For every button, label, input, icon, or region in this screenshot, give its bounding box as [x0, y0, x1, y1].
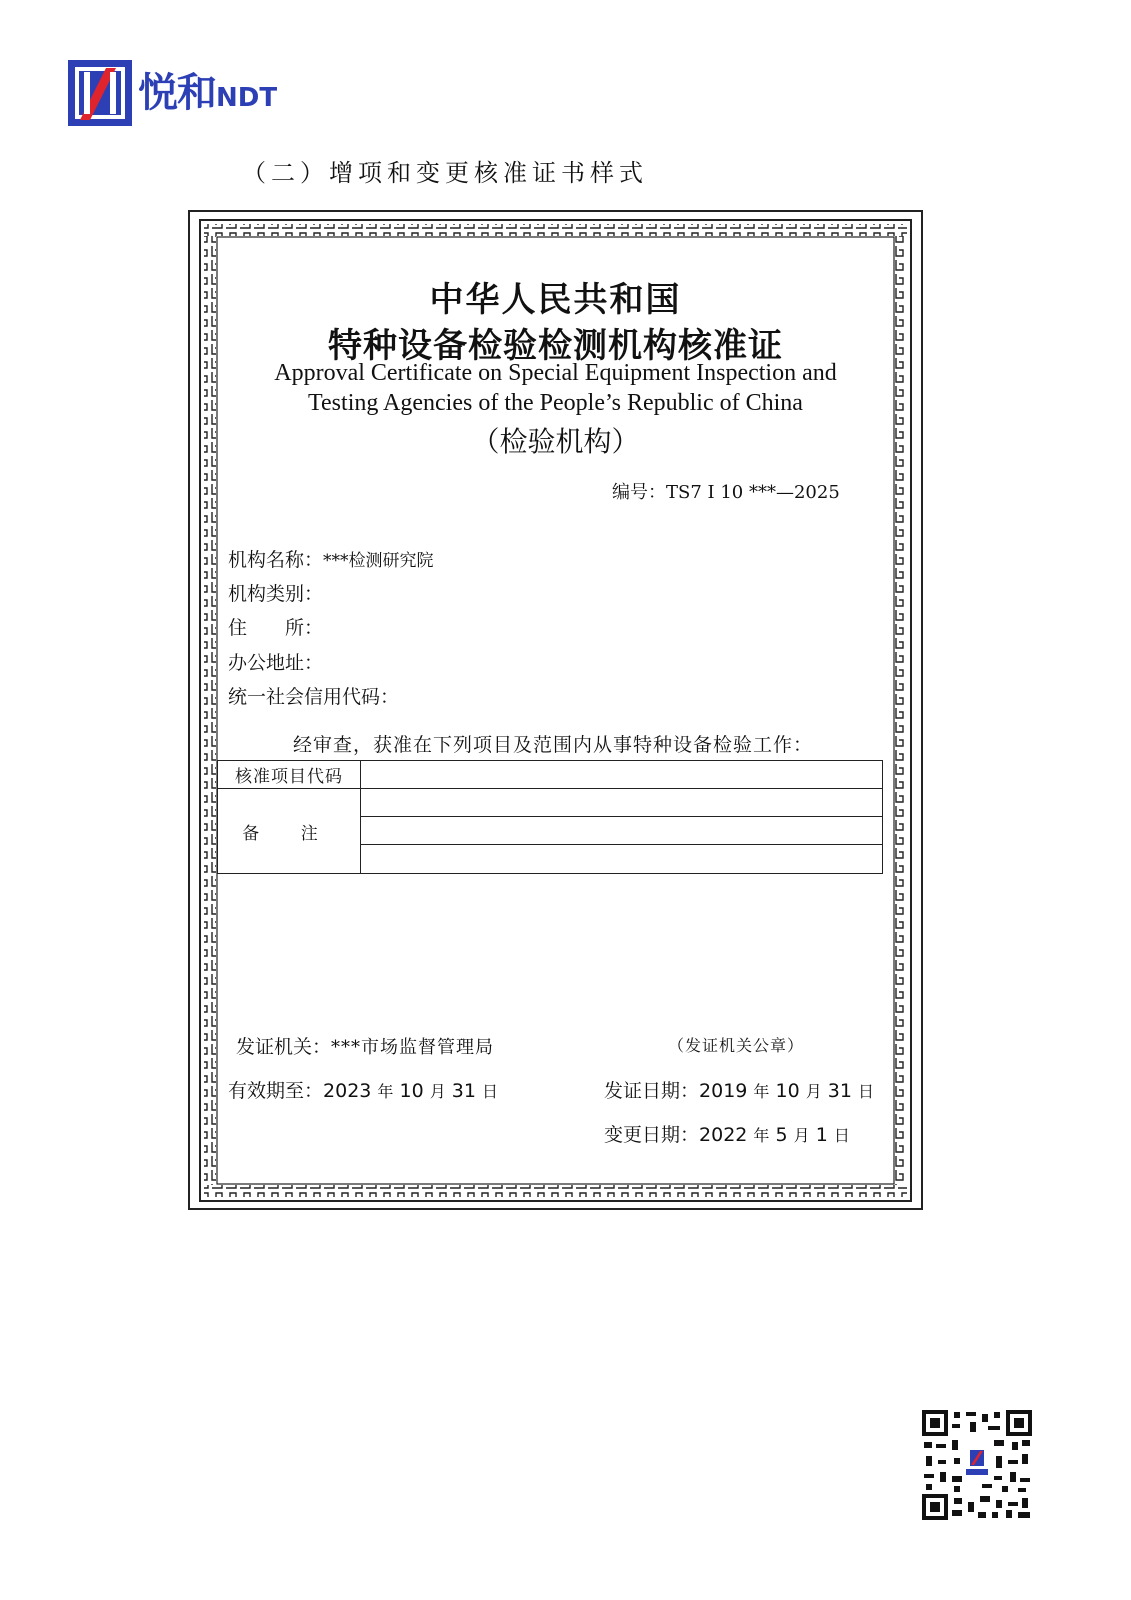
brand-suffix: NDT	[216, 83, 278, 113]
certificate-title-main: 特种设备检验检测机构核准证	[328, 326, 783, 366]
unit-month: 月	[805, 1082, 822, 1101]
certificate-number	[612, 478, 840, 504]
office-address-label: 办公地址：	[228, 652, 324, 674]
certificate-title-en-line2: Testing Agencies of the People’s Republic of China	[308, 390, 803, 416]
issue-year: 2019	[699, 1080, 748, 1102]
remark-cell-1	[361, 789, 883, 817]
org-type-label: 机构类别：	[228, 583, 324, 605]
remark-cell-2	[361, 817, 883, 845]
org-name-row	[228, 545, 434, 572]
issue-date	[604, 1076, 874, 1103]
approval-code-header: 核准项目代码	[218, 761, 361, 789]
unit-year: 年	[753, 1082, 770, 1101]
issue-month: 10	[775, 1080, 800, 1102]
credit-code-label: 统一社会信用代码：	[228, 686, 400, 708]
unit-day: 日	[858, 1082, 875, 1101]
seal-note: （发证机关公章）	[668, 1036, 805, 1055]
address-label-b: 所：	[285, 617, 324, 639]
qr-code-icon	[922, 1410, 1032, 1520]
certificate-title-country: 中华人民共和国	[429, 280, 682, 320]
issue-day: 31	[827, 1080, 852, 1102]
valid-year: 2023	[323, 1080, 372, 1102]
unit-month: 月	[429, 1082, 446, 1101]
address-label-a: 住	[228, 617, 248, 639]
remark-header: 备 注	[218, 789, 361, 874]
org-name-value: ***检测研究院	[323, 551, 434, 571]
change-month: 5	[775, 1124, 788, 1146]
certificate-number-label: 编号：	[612, 482, 666, 503]
approval-table	[217, 760, 883, 874]
valid-until	[228, 1076, 498, 1103]
org-name-label: 机构名称：	[228, 549, 324, 571]
valid-month: 10	[399, 1080, 424, 1102]
unit-year: 年	[753, 1126, 770, 1145]
remark-cell-3	[361, 845, 883, 874]
unit-year: 年	[377, 1082, 394, 1101]
valid-day: 31	[451, 1080, 476, 1102]
brand-logo-icon	[66, 58, 134, 128]
change-date	[604, 1120, 850, 1147]
issue-label: 发证日期：	[604, 1080, 700, 1102]
change-year: 2022	[699, 1124, 748, 1146]
brand-name: 悦和NDT	[138, 70, 278, 116]
issuer-label: 发证机关：	[236, 1036, 332, 1058]
certificate-number-value: TS7 I 10 ***—2025	[666, 482, 840, 503]
certificate-title-category: （检验机构）	[471, 425, 640, 458]
approval-intro: 经审查，获准在下列项目及范围内从事特种设备检验工作：	[293, 734, 814, 756]
approval-code-cell	[361, 761, 883, 789]
change-day: 1	[815, 1124, 828, 1146]
valid-label: 有效期至：	[228, 1080, 324, 1102]
unit-month: 月	[793, 1126, 810, 1145]
address-row	[228, 613, 323, 640]
change-label: 变更日期：	[604, 1124, 700, 1146]
brand-logo	[66, 56, 277, 128]
unit-day: 日	[482, 1082, 499, 1101]
issuer-value: ***市场监督管理局	[331, 1037, 495, 1058]
issuing-authority	[236, 1032, 494, 1059]
section-heading: （二）增项和变更核准证书样式	[242, 159, 648, 187]
unit-day: 日	[833, 1126, 850, 1145]
certificate-title-en-line1: Approval Certificate on Special Equipment Inspection and	[274, 360, 837, 386]
